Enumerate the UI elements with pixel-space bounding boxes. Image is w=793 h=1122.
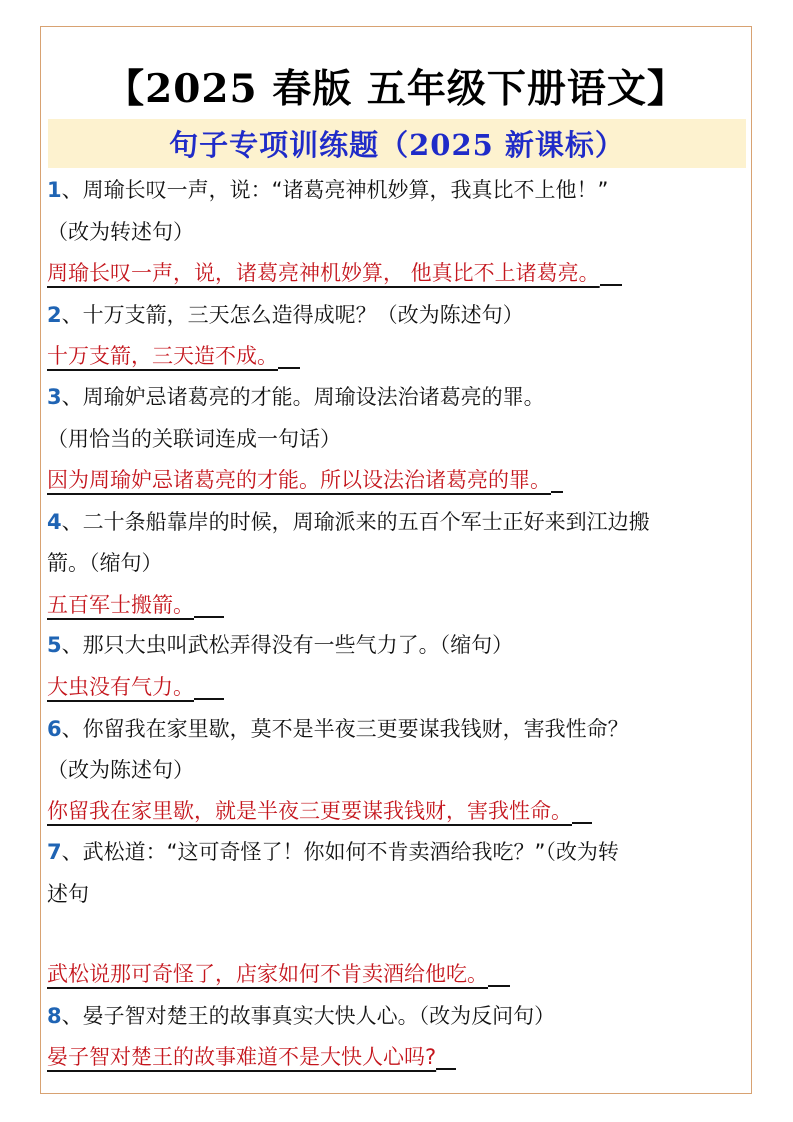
question-text: 、晏子智对楚王的故事真实大快人心。（改为反问句） — [61, 1004, 556, 1028]
answer-2 — [47, 342, 300, 370]
answer-underline — [551, 491, 563, 493]
answer-text: 因为周瑜妒忌诸葛亮的才能。所以设法治诸葛亮的罪。 — [47, 468, 551, 492]
question-6-line-2: （改为陈述句） — [47, 758, 194, 782]
answer-text: 大虫没有气力。 — [47, 675, 194, 699]
answer-5 — [47, 673, 224, 701]
answer-text: 五百军士搬箭。 — [47, 593, 194, 617]
question-text: 、武松道：“这可奇怪了！你如何不肯卖酒给我吃？”（改为转 — [61, 840, 619, 864]
question-text: 、你留我在家里歇，莫不是半夜三更要谋我钱财，害我性命？ — [61, 717, 629, 741]
page-title: 【2025 春版 五年级下册语文】 — [105, 66, 687, 112]
answer-7 — [47, 960, 510, 988]
question-number: 7 — [47, 840, 62, 864]
question-2-line-1 — [47, 301, 524, 329]
question-number: 6 — [47, 717, 62, 741]
answer-4 — [47, 591, 224, 619]
answer-6 — [47, 797, 592, 825]
answer-underline — [194, 616, 224, 618]
question-text: 、周瑜妒忌诸葛亮的才能。周瑜设法治诸葛亮的罪。 — [61, 385, 545, 409]
answer-underline — [600, 284, 622, 286]
answer-underline — [278, 367, 300, 369]
question-1-line-1 — [47, 176, 608, 204]
question-4-line-2: 箭。（缩句） — [47, 551, 163, 575]
question-3-line-2: （用恰当的关联词连成一句话） — [47, 427, 341, 451]
answer-underline — [488, 985, 510, 987]
question-4-line-1 — [47, 508, 650, 536]
question-number: 8 — [47, 1004, 62, 1028]
question-number: 3 — [47, 385, 62, 409]
question-7-line-1 — [47, 838, 619, 866]
question-8-line-1 — [47, 1002, 555, 1030]
question-text: 、那只大虫叫武松弄得没有一些气力了。（缩句） — [61, 633, 514, 657]
question-1-line-2: （改为转述句） — [47, 220, 194, 244]
answer-text: 十万支箭，三天造不成。 — [47, 344, 278, 368]
answer-1 — [47, 259, 622, 287]
question-number: 4 — [47, 510, 62, 534]
question-3-line-1 — [47, 383, 545, 411]
answer-underline — [436, 1068, 456, 1070]
question-7-line-2: 述句 — [47, 882, 89, 906]
question-5-line-1 — [47, 631, 513, 659]
question-text: 、周瑜长叹一声，说：“诸葛亮神机妙算，我真比不上他！” — [61, 178, 609, 202]
question-number: 5 — [47, 633, 62, 657]
question-text: 、十万支箭，三天怎么造得成呢？（改为陈述句） — [61, 303, 524, 327]
question-number: 1 — [47, 178, 62, 202]
answer-text: 你留我在家里歇，就是半夜三更要谋我钱财，害我性命。 — [47, 799, 572, 823]
question-number: 2 — [47, 303, 62, 327]
question-6-line-1 — [47, 715, 629, 743]
answer-text: 晏子智对楚王的故事难道不是大快人心吗? — [47, 1045, 437, 1069]
answer-text: 武松说那可奇怪了，店家如何不肯卖酒给他吃。 — [47, 962, 488, 986]
page-subtitle: 句子专项训练题（2025 新课标） — [169, 128, 625, 162]
answer-8 — [47, 1043, 456, 1071]
answer-underline — [194, 698, 224, 700]
answer-underline — [572, 822, 592, 824]
answer-text: 周瑜长叹一声，说，诸葛亮神机妙算， 他真比不上诸葛亮。 — [47, 261, 600, 285]
answer-3 — [47, 466, 563, 494]
question-text: 、二十条船靠岸的时候，周瑜派来的五百个军士正好来到江边搬 — [61, 510, 650, 534]
